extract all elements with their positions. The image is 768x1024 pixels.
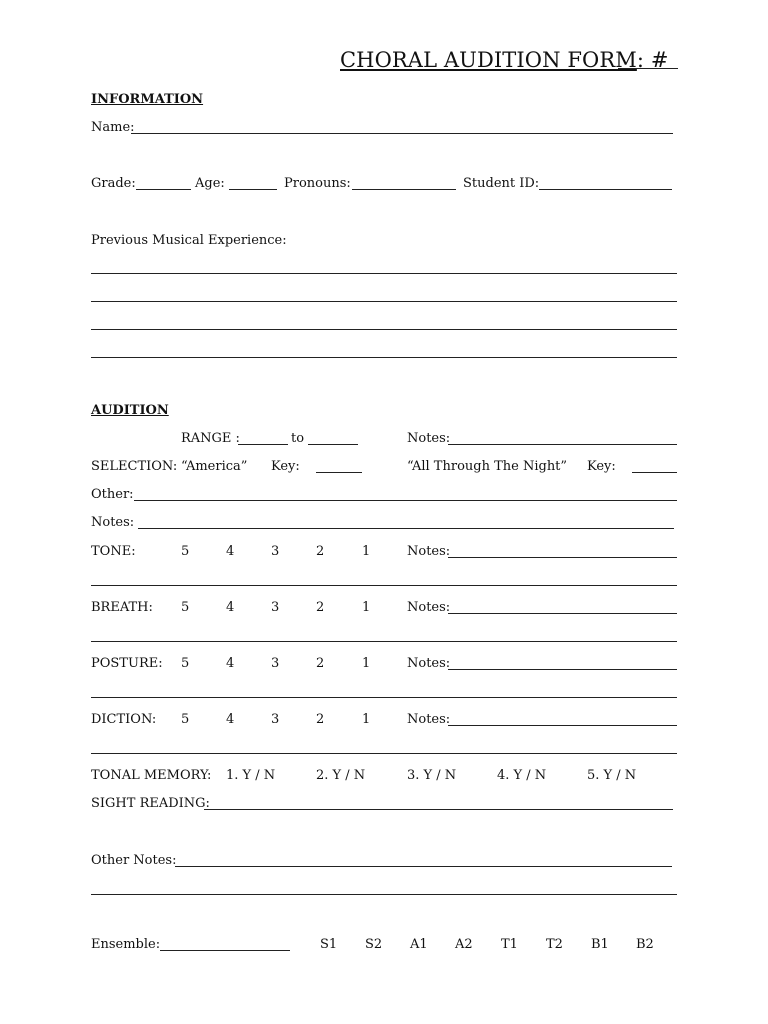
score-option[interactable]: 4 xyxy=(226,600,235,615)
other-notes-label: Other Notes: xyxy=(91,853,177,868)
selection-label: SELECTION: xyxy=(91,459,178,474)
name-label: Name: xyxy=(91,120,135,135)
range-high-field[interactable] xyxy=(308,444,358,445)
ensemble-field[interactable] xyxy=(160,950,290,951)
other-field[interactable] xyxy=(134,500,677,501)
range-low-field[interactable] xyxy=(238,444,288,445)
score-option[interactable]: 4 xyxy=(226,656,235,671)
selection-song-all-through-the-night: “All Through The Night” xyxy=(407,459,568,474)
score-option[interactable]: 1 xyxy=(362,656,371,671)
score-option[interactable]: 5 xyxy=(181,712,190,727)
experience-line[interactable] xyxy=(91,357,677,358)
tone-notes-label: Notes: xyxy=(407,544,451,559)
score-option[interactable]: 1 xyxy=(362,712,371,727)
breath-notes-label: Notes: xyxy=(407,600,451,615)
criterion-label-posture: POSTURE: xyxy=(91,656,163,671)
notes-label: Notes: xyxy=(91,515,135,530)
experience-label: Previous Musical Experience: xyxy=(91,233,287,248)
experience-line[interactable] xyxy=(91,273,677,274)
score-option[interactable]: 2 xyxy=(316,600,325,615)
range-notes-label: Notes: xyxy=(407,431,451,446)
tone-notes-field[interactable] xyxy=(448,557,677,558)
information-heading: INFORMATION xyxy=(91,92,204,107)
range-label: RANGE : xyxy=(181,431,240,446)
student-id-label: Student ID: xyxy=(463,176,540,191)
experience-line[interactable] xyxy=(91,329,677,330)
criterion-label-breath: BREATH: xyxy=(91,600,153,615)
breath-notes-field[interactable] xyxy=(448,613,677,614)
posture-notes-field[interactable] xyxy=(448,669,677,670)
tonal-memory-item[interactable]: 3. Y / N xyxy=(407,768,457,783)
name-field[interactable] xyxy=(131,133,673,134)
voice-part-option[interactable]: B1 xyxy=(591,937,609,952)
tonal-memory-item[interactable]: 4. Y / N xyxy=(497,768,547,783)
notes-field[interactable] xyxy=(138,528,674,529)
sight-reading-label: SIGHT READING: xyxy=(91,796,210,811)
posture-notes-label: Notes: xyxy=(407,656,451,671)
score-option[interactable]: 5 xyxy=(181,656,190,671)
range-notes-field[interactable] xyxy=(448,444,677,445)
tonal-memory-item[interactable]: 1. Y / N xyxy=(226,768,276,783)
score-option[interactable]: 1 xyxy=(362,600,371,615)
pronouns-field[interactable] xyxy=(352,189,456,190)
score-option[interactable]: 3 xyxy=(271,656,280,671)
america-key-field[interactable] xyxy=(316,472,362,473)
score-option[interactable]: 3 xyxy=(271,544,280,559)
score-option[interactable]: 3 xyxy=(271,712,280,727)
breath-notes-line[interactable] xyxy=(91,641,677,642)
form-title-number-label: : # xyxy=(636,48,669,72)
selection-song-america: “America” xyxy=(181,459,248,474)
age-field[interactable] xyxy=(229,189,277,190)
ensemble-label: Ensemble: xyxy=(91,937,161,952)
tonal-memory-item[interactable]: 2. Y / N xyxy=(316,768,366,783)
score-option[interactable]: 2 xyxy=(316,712,325,727)
range-to-label: to xyxy=(291,431,305,446)
score-option[interactable]: 3 xyxy=(271,600,280,615)
score-option[interactable]: 1 xyxy=(362,544,371,559)
score-option[interactable]: 5 xyxy=(181,544,190,559)
key-label: Key: xyxy=(587,459,616,474)
student-id-field[interactable] xyxy=(539,189,672,190)
key-label: Key: xyxy=(271,459,300,474)
grade-field[interactable] xyxy=(136,189,191,190)
diction-notes-label: Notes: xyxy=(407,712,451,727)
voice-part-option[interactable]: B2 xyxy=(636,937,654,952)
tonal-memory-label: TONAL MEMORY: xyxy=(91,768,212,783)
age-label: Age: xyxy=(195,176,225,191)
posture-notes-line[interactable] xyxy=(91,697,677,698)
diction-notes-field[interactable] xyxy=(448,725,677,726)
audition-heading: AUDITION xyxy=(91,403,169,418)
voice-part-option[interactable]: A2 xyxy=(455,937,473,952)
voice-part-option[interactable]: S1 xyxy=(320,937,338,952)
score-option[interactable]: 2 xyxy=(316,544,325,559)
score-option[interactable]: 4 xyxy=(226,544,235,559)
pronouns-label: Pronouns: xyxy=(284,176,351,191)
experience-line[interactable] xyxy=(91,301,677,302)
form-number-field[interactable] xyxy=(618,68,678,69)
other-notes-field[interactable] xyxy=(175,866,672,867)
other-label: Other: xyxy=(91,487,134,502)
tonal-memory-item[interactable]: 5. Y / N xyxy=(587,768,637,783)
sight-reading-field[interactable] xyxy=(204,809,673,810)
voice-part-option[interactable]: A1 xyxy=(410,937,428,952)
score-option[interactable]: 5 xyxy=(181,600,190,615)
criterion-label-tone: TONE: xyxy=(91,544,136,559)
other-notes-line[interactable] xyxy=(91,894,677,895)
night-key-field[interactable] xyxy=(632,472,677,473)
grade-label: Grade: xyxy=(91,176,136,191)
form-title-text: CHORAL AUDITION FORM xyxy=(340,48,637,72)
score-option[interactable]: 2 xyxy=(316,656,325,671)
score-option[interactable]: 4 xyxy=(226,712,235,727)
tone-notes-line[interactable] xyxy=(91,585,677,586)
diction-notes-line[interactable] xyxy=(91,753,677,754)
criterion-label-diction: DICTION: xyxy=(91,712,157,727)
voice-part-option[interactable]: S2 xyxy=(365,937,383,952)
voice-part-option[interactable]: T1 xyxy=(501,937,518,952)
voice-part-option[interactable]: T2 xyxy=(546,937,563,952)
